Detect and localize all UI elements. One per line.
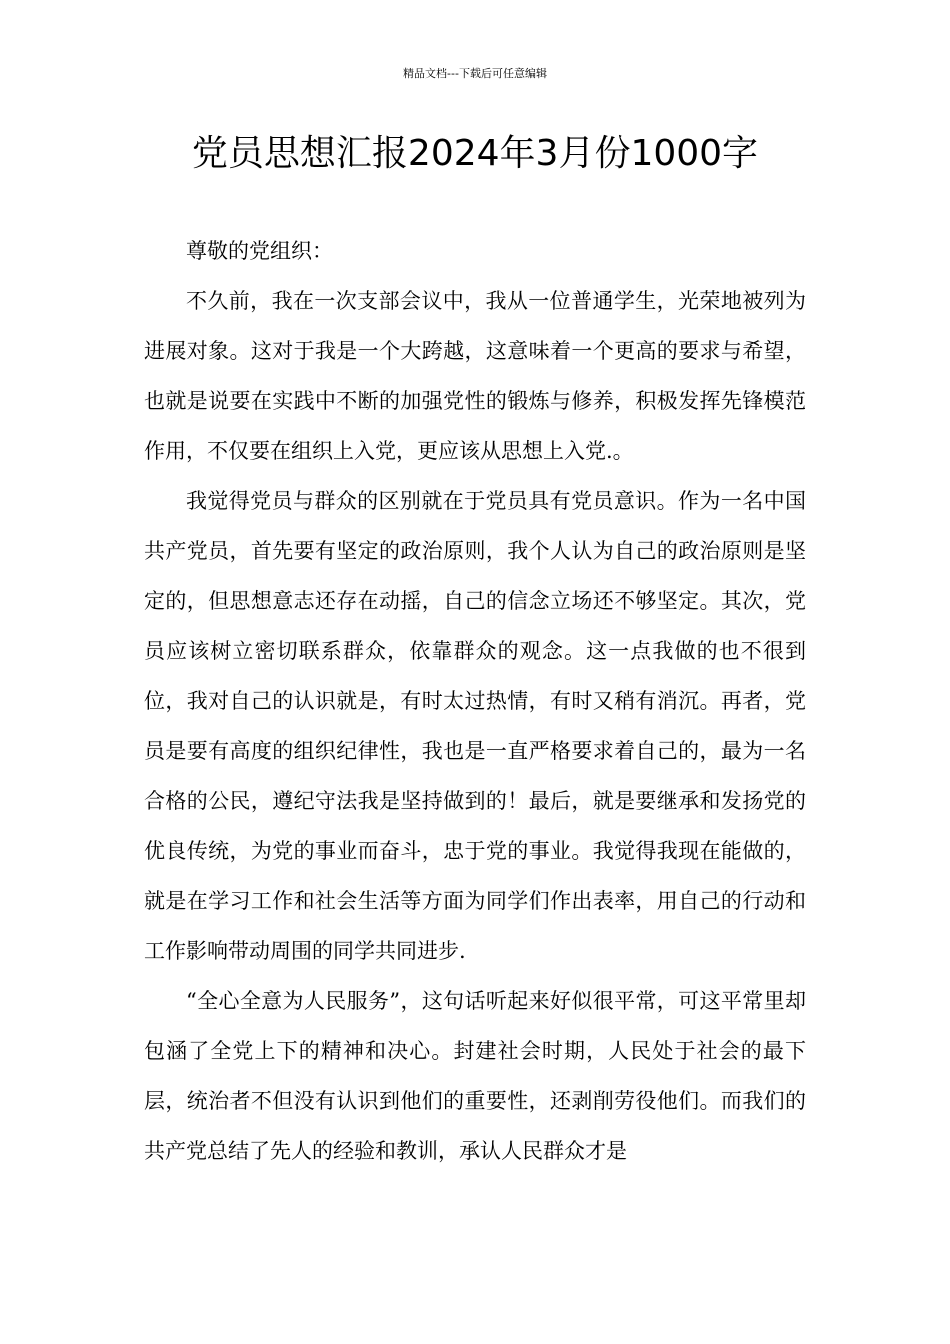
paragraph-3: “全心全意为人民服务”，这句话听起来好似很平常，可这平常里却包涵了全党上下的精神和决心。封建社会时期，人民处于社会的最下层，统治者不但没有认识到他们的重要性，还剥削劳役他们。而我们的共产党总结了先人的经验和教训，承认人民群众才是 (144, 989, 806, 1163)
salutation: 尊敬的党组织： (186, 239, 333, 263)
document-body (144, 226, 806, 1176)
paragraph-2: 我觉得党员与群众的区别就在于党员具有党员意识。作为一名中国共产党员，首先要有坚定的政治原则，我个人认为自己的政治原则是坚定的，但思想意志还存在动摇，自己的信念立场还不够坚定。其次，党员应该树立密切联系群众，依靠群众的观念。这一点我做的也不很到位，我对自己的认识就是，有时太过热情，有时又稍有消沉。再者，党员是要有高度的组织纪律性，我也是一直严格要求着自己的，最为一名合格的公民，遵纪守法我是坚持做到的！最后，就是要继承和发扬党的优良传统，为党的事业而奋斗，忠于党的事业。我觉得我现在能做的，就是在学习工作和社会生活等方面为同学们作出表率，用自己的行动和工作影响带动周围的同学共同进步. (144, 489, 806, 963)
document-title: 党员思想汇报2024年3月份1000字 (191, 133, 759, 174)
paragraph-1: 不久前，我在一次支部会议中，我从一位普通学生，光荣地被列为进展对象。这对于我是一个大跨越，这意味着一个更高的要求与希望，也就是说要在实践中不断的加强党性的锻炼与修养，积极发挥先锋模范作用，不仅要在组织上入党，更应该从思想上入党.。 (144, 289, 806, 463)
header-note: 精品文档---下载后可任意编辑 (403, 67, 547, 80)
